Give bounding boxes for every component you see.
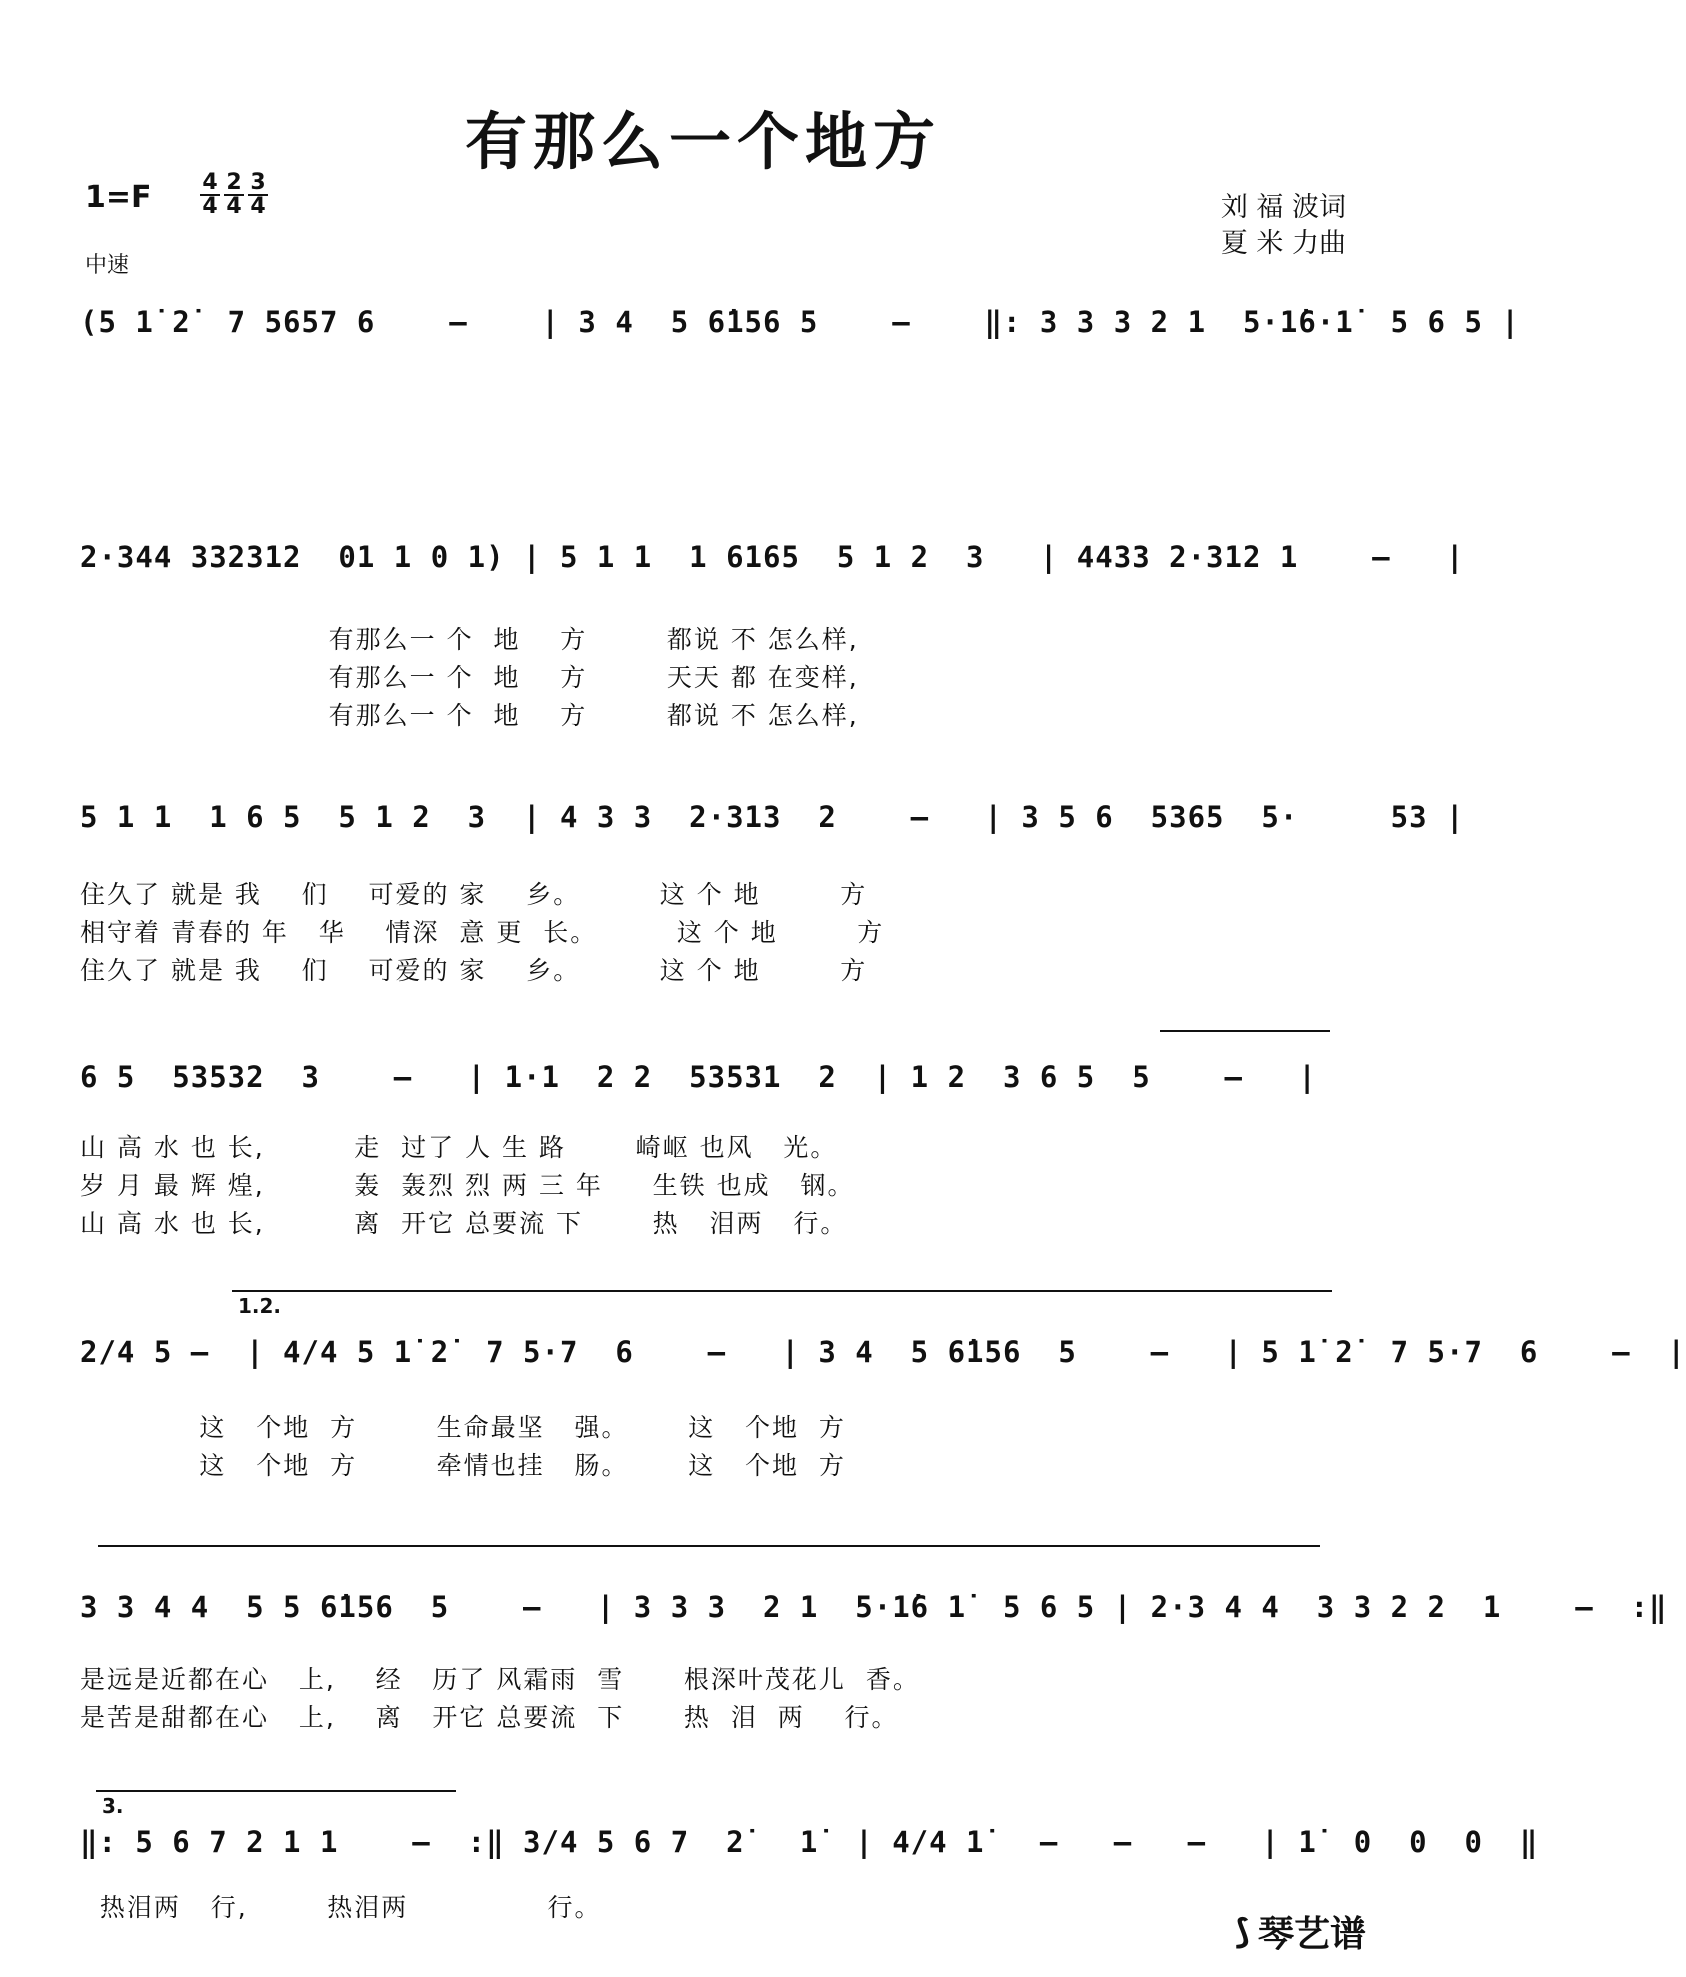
lyricist: 刘 福 波词 bbox=[1220, 192, 1346, 223]
lyric-row-4-verse-3: 山 高 水 也 长, 离 开它 总要流 下 热 泪两 行。 bbox=[80, 1209, 848, 1238]
notation-row-7: ‖: 5 6 7 2 1 1 — :‖ 3/4 5 6 7 2̇ 1̇ | 4/4 1̇ — — — | 1̇ 0 0 0 ‖ bbox=[80, 1825, 1539, 1859]
credits bbox=[1221, 190, 1346, 262]
time-signature-4-4: $\frac{4}{4}$ bbox=[200, 172, 220, 218]
lyric-row-3-verse-2: 相守着 青春的 年 华 情深 意 更 长。 这 个 地 方 bbox=[80, 918, 885, 947]
ending-label-1-2: 1.2. bbox=[238, 1294, 282, 1318]
lyric-row-5-verse-1: 这 个地 方 生命最坚 强。 这 个地 方 bbox=[80, 1413, 846, 1442]
lyric-row-4-verse-1: 山 高 水 也 长, 走 过了 人 生 路 崎岖 也风 光。 bbox=[80, 1133, 838, 1162]
ending-bracket-1-2 bbox=[232, 1290, 1332, 1292]
notation-row-1: (5 1̇ 2̇ 7 5657 6 — | 3 4 5 6̇156 5 — ‖: 3 3 3 2 1 5·1̇6·1̇ 5 6 5 | bbox=[80, 305, 1520, 339]
tempo-marking: 中速 bbox=[85, 253, 130, 278]
notation-row-4: 6 5 53532 3 — | 1·1 2 2 53531 2 | 1 2 3 6 5 5 — | bbox=[80, 1060, 1317, 1094]
ending-label-3: 3. bbox=[102, 1794, 124, 1818]
notation-row-6: 3 3 4 4 5 5 6̇156 5 — | 3 3 3 2 1 5·1̇6 1̇ 5 6 5 | 2·3 4 4 3 3 2 2 1 — :‖ bbox=[80, 1590, 1668, 1624]
repeat-bracket-line bbox=[98, 1545, 1320, 1547]
lyric-row-3-verse-1: 住久了 就是 我 们 可爱的 家 乡。 这 个 地 方 bbox=[80, 880, 868, 909]
time-signature-2-4: $\frac{2}{4}$ bbox=[224, 172, 244, 218]
lyric-row-7-verse-1: 热泪两 行, 热泪两 行。 bbox=[80, 1893, 602, 1922]
lyric-row-3-verse-3: 住久了 就是 我 们 可爱的 家 乡。 这 个 地 方 bbox=[80, 956, 868, 985]
lyric-row-2-verse-2: 有那么一 个 地 方 天天 都 在变样, bbox=[80, 663, 859, 692]
watermark-text: 琴艺谱 bbox=[1257, 1914, 1366, 1955]
lyric-row-6-verse-2: 是苦是甜都在心 上, 离 开它 总要流 下 热 泪 两 行。 bbox=[80, 1703, 899, 1732]
ending-bracket-3 bbox=[96, 1790, 456, 1792]
song-title: 有那么一个地方 bbox=[464, 105, 941, 178]
logo-icon: ⟆ bbox=[1234, 1911, 1250, 1952]
lyric-row-2-verse-1: 有那么一 个 地 方 都说 不 怎么样, bbox=[80, 625, 859, 654]
time-signatures bbox=[200, 172, 268, 218]
watermark-logo bbox=[1234, 1906, 1366, 1957]
notation-row-2: 2·344 332312 01 1 0 1) | 5 1 1 1 6165 5 1 2 3 | 4433 2·312 1 — | bbox=[80, 540, 1465, 574]
lyric-row-6-verse-1: 是远是近都在心 上, 经 历了 风霜雨 雪 根深叶茂花儿 香。 bbox=[80, 1665, 920, 1694]
lyric-row-4-verse-2: 岁 月 最 辉 煌, 轰 轰烈 烈 两 三 年 生铁 也成 钢。 bbox=[80, 1171, 855, 1200]
composer: 夏 米 力曲 bbox=[1220, 228, 1346, 259]
notation-row-5: 2/4 5 — | 4/4 5 1̇ 2̇ 7 5·7 6 — | 3 4 5 6̇156 5 — | 5 1̇ 2̇ 7 5·7 6 — | bbox=[80, 1335, 1686, 1369]
time-signature-3-4: $\frac{3}{4}$ bbox=[248, 172, 268, 218]
notation-row-3: 5 1 1 1 6 5 5 1 2 3 | 4 3 3 2·313 2 — | 3 5 6 5365 5· 53 | bbox=[80, 800, 1465, 834]
lyric-row-5-verse-2: 这 个地 方 牵情也挂 肠。 这 个地 方 bbox=[80, 1451, 846, 1480]
lyric-row-2-verse-3: 有那么一 个 地 方 都说 不 怎么样, bbox=[80, 701, 859, 730]
tie-line bbox=[1160, 1030, 1330, 1032]
key-signature: 1=F bbox=[85, 180, 152, 215]
